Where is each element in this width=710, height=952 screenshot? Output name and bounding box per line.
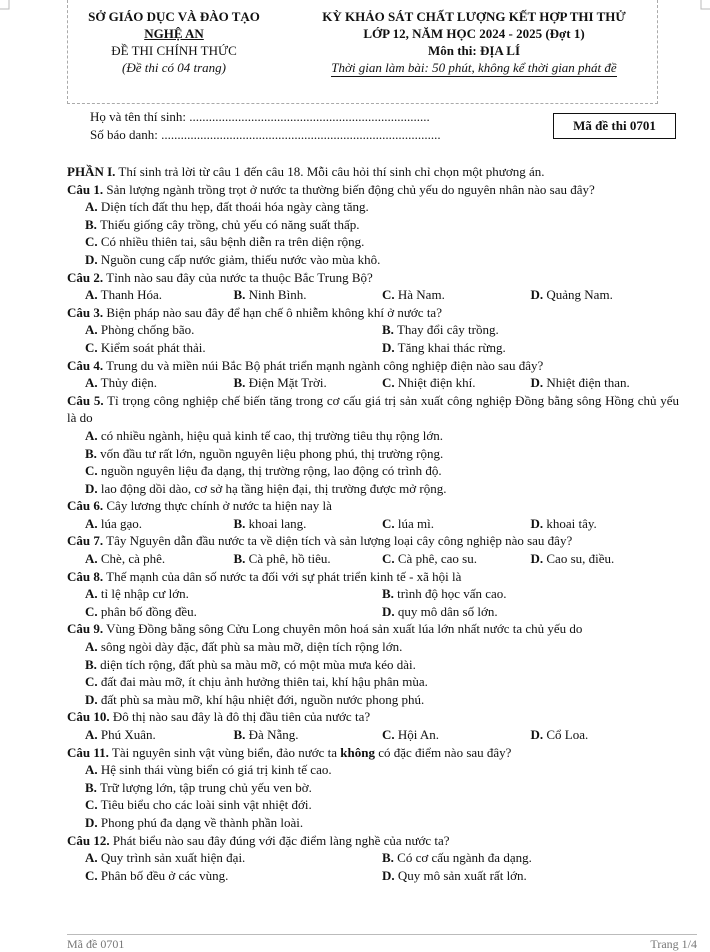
question-text: Tài nguyên sinh vật vùng biển, đảo nước ta <box>108 744 341 760</box>
question-text: Vùng Đồng bằng sông Cửu Long chuyên môn hoá sản xuất lúa lớn nhất nước ta chủ yếu do <box>103 621 583 637</box>
option-letter: D. <box>530 375 544 391</box>
option-letter: D. <box>530 727 544 742</box>
option-letter: A. <box>85 515 98 531</box>
option-row <box>67 480 679 498</box>
question-10 <box>67 708 679 743</box>
option-text: Kiểm soát phát thải. <box>100 339 206 355</box>
question-text: Phát biểu nào sau đây đúng với đặc điểm làng nghề của nước ta? <box>109 832 450 848</box>
question-3 <box>67 304 679 357</box>
option-text: vốn đầu tư rất lớn, nguồn nguyên liệu phong phú, thị trường rộng. <box>100 445 444 461</box>
question-text: Trung du và miền núi Bắc Bộ phát triển mạnh ngành công nghiệp điện nào sau đây? <box>103 357 544 373</box>
question-9 <box>67 620 679 708</box>
option-text: Quy mô sản xuất rất lớn. <box>397 867 527 883</box>
option-letter: C. <box>382 287 395 303</box>
question-stem <box>67 269 679 287</box>
option-d[interactable] <box>85 815 303 830</box>
exam-title: KỲ KHẢO SÁT CHẤT LƯỢNG KẾT HỢP THI THỬ <box>322 9 626 24</box>
option-letter: D. <box>382 867 395 883</box>
question-4 <box>67 357 679 392</box>
question-stem <box>67 532 679 550</box>
option-text: Phú Xuân. <box>100 727 156 742</box>
option-c[interactable] <box>382 286 531 304</box>
option-letter: C. <box>382 375 395 391</box>
option-letter: D. <box>85 691 98 707</box>
option-text: đất phù sa màu mỡ, khí hậu nhiệt đới, nguồn nước phong phú. <box>100 691 425 707</box>
option-letter: B. <box>233 515 246 531</box>
option-text: Quy trình sản xuất hiện đại. <box>100 850 246 866</box>
question-stem <box>67 497 679 515</box>
option-letter: A. <box>85 762 98 778</box>
question-stem <box>67 357 679 375</box>
option-row <box>67 796 679 814</box>
option-d[interactable] <box>382 603 679 621</box>
option-text: khoai tây. <box>546 515 597 531</box>
question-text: Đô thị nào sau đây là đô thị đầu tiên của nước ta? <box>109 709 371 725</box>
option-b[interactable] <box>382 321 679 339</box>
option-text: Đà Nẵng. <box>248 727 299 742</box>
exam-grade-year: LỚP 12, NĂM HỌC 2024 - 2025 (Đợt 1) <box>363 26 585 41</box>
option-letter: D. <box>382 603 395 619</box>
option-letter: D. <box>85 480 98 496</box>
option-row <box>67 445 679 463</box>
corner-mark-top-right <box>700 0 710 10</box>
option-b[interactable] <box>85 780 312 795</box>
option-c[interactable] <box>85 339 382 357</box>
option-letter: B. <box>85 445 97 461</box>
option-b[interactable] <box>234 286 383 304</box>
question-1 <box>67 181 679 269</box>
option-a[interactable] <box>85 762 332 777</box>
option-row <box>67 779 679 797</box>
option-d[interactable] <box>85 252 380 267</box>
question-label: Câu 6. <box>67 498 104 514</box>
option-letter: B. <box>233 287 246 303</box>
option-text: Tăng khai thác rừng. <box>397 339 506 355</box>
footer-exam-code: Mã đề 0701 <box>67 937 125 951</box>
option-d[interactable] <box>531 515 680 533</box>
exam-code-box: Mã đề thi 0701 <box>553 113 676 139</box>
option-row <box>67 515 679 533</box>
option-letter: C. <box>382 515 395 531</box>
option-letter: C. <box>85 463 98 479</box>
option-text: Phong phú đa dạng về thành phần loài. <box>100 814 304 830</box>
option-text: Trữ lượng lớn, tập trung chủ yếu ven bờ. <box>99 779 312 795</box>
option-text: Phòng chống bão. <box>100 322 195 338</box>
option-a[interactable] <box>85 428 443 443</box>
question-11 <box>67 744 679 832</box>
option-text: Có nhiều thiên tai, sâu bệnh diễn ra trên diện rộng. <box>100 234 365 250</box>
option-a[interactable] <box>85 639 402 654</box>
option-letter: A. <box>85 586 98 602</box>
option-a[interactable] <box>85 199 369 214</box>
page-footer <box>67 934 697 952</box>
option-row <box>67 726 679 744</box>
option-text: Diện tích đất thu hẹp, đất thoái hóa ngày càng tăng. <box>100 199 369 215</box>
option-c[interactable] <box>85 797 312 812</box>
part-instruction-text: Thí sinh trả lời từ câu 1 đến câu 18. Mỗi câu hỏi thí sinh chỉ chọn một phương án. <box>115 164 545 179</box>
option-d[interactable] <box>382 339 679 357</box>
question-2 <box>67 269 679 304</box>
option-text: Nhiệt điện khí. <box>397 375 476 391</box>
option-letter: A. <box>85 639 98 655</box>
footer-page-number: Trang 1/4 <box>650 937 697 951</box>
option-text: lúa mì. <box>397 515 434 531</box>
option-text: Thanh Hóa. <box>100 287 163 303</box>
option-letter: C. <box>85 603 98 619</box>
option-row <box>67 814 679 832</box>
question-label: Câu 1. <box>67 181 104 197</box>
option-letter: A. <box>85 199 98 215</box>
option-a[interactable] <box>85 321 382 339</box>
question-emphasis: không <box>340 744 375 760</box>
part-instruction <box>67 163 679 181</box>
option-row <box>67 550 679 568</box>
option-text: Chè, cà phê. <box>100 551 166 567</box>
option-row <box>67 656 679 674</box>
option-letter: C. <box>382 551 395 567</box>
question-stem <box>67 304 679 322</box>
option-row <box>67 233 679 251</box>
question-text: Cây lương thực chính ở nước ta hiện nay là <box>103 498 332 514</box>
question-stem <box>67 744 679 762</box>
question-7 <box>67 532 679 567</box>
option-c[interactable] <box>85 867 382 885</box>
question-text: Tây Nguyên dẫn đầu nước ta về diện tích và sản lượng loại cây công nghiệp nào sau đây? <box>103 533 573 549</box>
option-text: Ninh Bình. <box>248 287 307 303</box>
option-letter: D. <box>382 339 395 355</box>
time-note: Thời gian làm bài: 50 phút, không kể thời gian phát đề <box>331 60 617 75</box>
option-a[interactable] <box>85 585 382 603</box>
question-8 <box>67 568 679 621</box>
option-letter: A. <box>85 427 98 443</box>
option-text: tỉ lệ nhập cư lớn. <box>100 586 189 602</box>
question-stem <box>67 568 679 586</box>
option-text: Hà Nam. <box>397 287 445 303</box>
option-letter: A. <box>85 727 98 742</box>
option-text: phân bố đồng đều. <box>100 603 197 619</box>
candidate-id-field[interactable]: Số báo danh: ...................................................................................... <box>90 127 441 142</box>
option-letter: B. <box>382 850 394 866</box>
question-stem <box>67 708 679 726</box>
option-text: Có cơ cấu ngành đa dạng. <box>397 850 532 866</box>
option-text: Cà phê, cao su. <box>397 551 477 567</box>
option-text: Nhiệt điện than. <box>546 375 630 391</box>
option-text: Điện Mặt Trời. <box>248 375 327 391</box>
option-c[interactable] <box>85 234 364 249</box>
option-text: diện tích rộng, đất phù sa màu mỡ, có một mùa mưa kéo dài. <box>100 656 416 672</box>
question-label: Câu 11. <box>67 744 109 760</box>
option-letter: B. <box>382 322 394 338</box>
option-text: Hội An. <box>397 727 440 742</box>
option-letter: C. <box>382 727 395 742</box>
option-c[interactable] <box>85 463 442 478</box>
exam-subject: Môn thi: ĐỊA LÍ <box>427 43 521 58</box>
question-label: Câu 7. <box>67 533 104 549</box>
option-text: có nhiều ngành, hiệu quả kinh tế cao, thị trường tiêu thụ rộng lớn. <box>100 427 444 443</box>
question-12 <box>67 832 679 885</box>
option-a[interactable] <box>85 849 382 867</box>
option-b[interactable] <box>234 550 383 568</box>
option-letter: C. <box>85 339 98 355</box>
question-text: Thế mạnh của dân số nước ta đối với sự phát triển kinh tế - xã hội là <box>103 568 462 584</box>
question-label: Câu 8. <box>67 568 104 584</box>
question-text: Tỉ trọng công nghiệp chế biến tăng trong cơ cấu giá trị sản xuất công nghiệp Đồng bằng sông Hồng chủ yếu là do <box>67 392 679 426</box>
option-b[interactable] <box>382 585 679 603</box>
option-c[interactable] <box>382 550 531 568</box>
option-row <box>67 638 679 656</box>
header-left <box>67 8 281 76</box>
option-row <box>67 691 679 709</box>
option-letter: D. <box>530 287 544 303</box>
option-text: Cổ Loa. <box>546 727 589 742</box>
option-letter: B. <box>233 551 246 567</box>
option-letter: C. <box>85 674 98 690</box>
option-letter: B. <box>233 375 246 391</box>
option-letter: C. <box>85 234 98 250</box>
exam-type: ĐỀ THI CHÍNH THỨC <box>111 43 237 58</box>
option-d[interactable] <box>531 286 680 304</box>
option-c[interactable] <box>85 674 428 689</box>
option-letter: B. <box>382 586 394 602</box>
option-c[interactable] <box>85 603 382 621</box>
option-a[interactable] <box>85 374 234 392</box>
option-letter: A. <box>85 850 98 866</box>
option-letter: C. <box>85 797 98 813</box>
option-text: Quảng Nam. <box>546 287 613 303</box>
option-row <box>67 673 679 691</box>
option-row <box>67 761 679 779</box>
dept-province: NGHỆ AN <box>144 26 204 41</box>
question-label: Câu 10. <box>67 709 110 725</box>
question-text: Tỉnh nào sau đây của nước ta thuộc Bắc Trung Bộ? <box>103 269 373 285</box>
option-letter: D. <box>85 814 98 830</box>
question-label: Câu 9. <box>67 621 104 637</box>
option-b[interactable] <box>234 726 383 744</box>
question-stem <box>67 832 679 850</box>
option-text: Thay đổi cây trồng. <box>396 322 499 338</box>
question-text: Biện pháp nào sau đây để hạn chế ô nhiễm không khí ở nước ta? <box>103 304 442 320</box>
option-d[interactable] <box>531 374 680 392</box>
option-row <box>67 216 679 234</box>
questions-content <box>67 163 679 884</box>
option-letter: D. <box>85 251 98 267</box>
option-row <box>67 321 679 339</box>
option-d[interactable] <box>531 550 680 568</box>
option-a[interactable] <box>85 286 234 304</box>
pages-note: (Đề thi có 04 trang) <box>122 60 226 75</box>
option-b[interactable] <box>85 446 443 461</box>
option-text: đất đai màu mỡ, ít chịu ảnh hưởng thiên tai, khí hậu phân mùa. <box>100 674 428 690</box>
option-b[interactable] <box>234 515 383 533</box>
option-b[interactable] <box>85 217 360 232</box>
question-stem <box>67 181 679 199</box>
option-letter: B. <box>85 216 97 232</box>
option-text: Nguồn cung cấp nước giảm, thiếu nước vào mùa khô. <box>100 251 381 267</box>
question-label: Câu 3. <box>67 304 104 320</box>
candidate-info <box>90 108 441 144</box>
option-text: Thủy điện. <box>100 375 157 391</box>
question-label: Câu 4. <box>67 357 104 373</box>
option-text: lúa gạo. <box>100 515 143 531</box>
option-a[interactable] <box>85 515 234 533</box>
question-text-end: có đặc điểm nào sau đây? <box>375 744 512 760</box>
option-row <box>67 198 679 216</box>
option-b[interactable] <box>234 374 383 392</box>
option-text: khoai lang. <box>248 515 307 531</box>
option-c[interactable] <box>382 515 531 533</box>
option-c[interactable] <box>382 374 531 392</box>
option-row <box>67 867 679 885</box>
option-a[interactable] <box>85 726 234 744</box>
option-text: sông ngòi dày đặc, đất phù sa màu mỡ, diện tích rộng lớn. <box>100 639 403 655</box>
option-row <box>67 339 679 357</box>
option-text: Thiếu giống cây trồng, chủ yếu có năng suất thấp. <box>99 216 360 232</box>
question-6 <box>67 497 679 532</box>
option-letter: A. <box>85 551 98 567</box>
option-text: Hệ sinh thái vùng biển có giá trị kinh tế cao. <box>100 762 332 778</box>
option-b[interactable] <box>85 657 416 672</box>
option-letter: D. <box>530 515 544 531</box>
part-title: PHẦN I. <box>67 164 116 179</box>
option-text: lao động dồi dào, cơ sở hạ tầng hiện đại, thị trường được mở rộng. <box>100 480 447 496</box>
option-letter: C. <box>85 867 98 883</box>
dept-name: SỞ GIÁO DỤC VÀ ĐÀO TẠO <box>88 9 260 24</box>
question-stem <box>67 620 679 638</box>
option-letter: B. <box>85 656 97 672</box>
option-letter: A. <box>85 322 98 338</box>
corner-mark-top-left <box>0 0 10 10</box>
option-row <box>67 374 679 392</box>
option-row <box>67 427 679 445</box>
question-text: Sản lượng ngành trồng trọt ở nước ta thường biến động chủ yếu do nguyên nhân nào sau đây? <box>103 181 595 197</box>
question-label: Câu 2. <box>67 269 104 285</box>
option-letter: A. <box>85 375 98 391</box>
option-d[interactable] <box>85 692 424 707</box>
option-row <box>67 849 679 867</box>
option-row <box>67 462 679 480</box>
question-label: Câu 5. <box>67 392 104 408</box>
question-label: Câu 12. <box>67 832 110 848</box>
option-b[interactable] <box>382 849 679 867</box>
option-text: Cao su, điều. <box>546 551 615 567</box>
option-text: quy mô dân số lớn. <box>397 603 498 619</box>
option-text: trình độ học vấn cao. <box>397 586 507 602</box>
option-text: Phân bố đều ở các vùng. <box>100 867 229 883</box>
option-text: Cà phê, hồ tiêu. <box>248 551 331 567</box>
option-letter: B. <box>233 727 246 742</box>
option-d[interactable] <box>382 867 679 885</box>
question-stem <box>67 392 679 427</box>
option-row <box>67 585 679 603</box>
option-letter: D. <box>530 551 544 567</box>
option-letter: B. <box>85 779 97 795</box>
option-d[interactable] <box>85 481 447 496</box>
option-text: Tiêu biểu cho các loài sinh vật nhiệt đới. <box>100 797 312 813</box>
question-5 <box>67 392 679 498</box>
option-c[interactable] <box>382 726 531 744</box>
option-letter: A. <box>85 287 98 303</box>
option-row <box>67 603 679 621</box>
option-text: nguồn nguyên liệu đa dạng, thị trường rộng, lao động có trình độ. <box>100 463 442 479</box>
option-row <box>67 251 679 269</box>
candidate-name-field[interactable]: Họ và tên thí sinh: .......................................................................... <box>90 109 430 124</box>
option-d[interactable] <box>531 726 680 744</box>
option-a[interactable] <box>85 550 234 568</box>
option-row <box>67 286 679 304</box>
header-right <box>300 8 648 76</box>
